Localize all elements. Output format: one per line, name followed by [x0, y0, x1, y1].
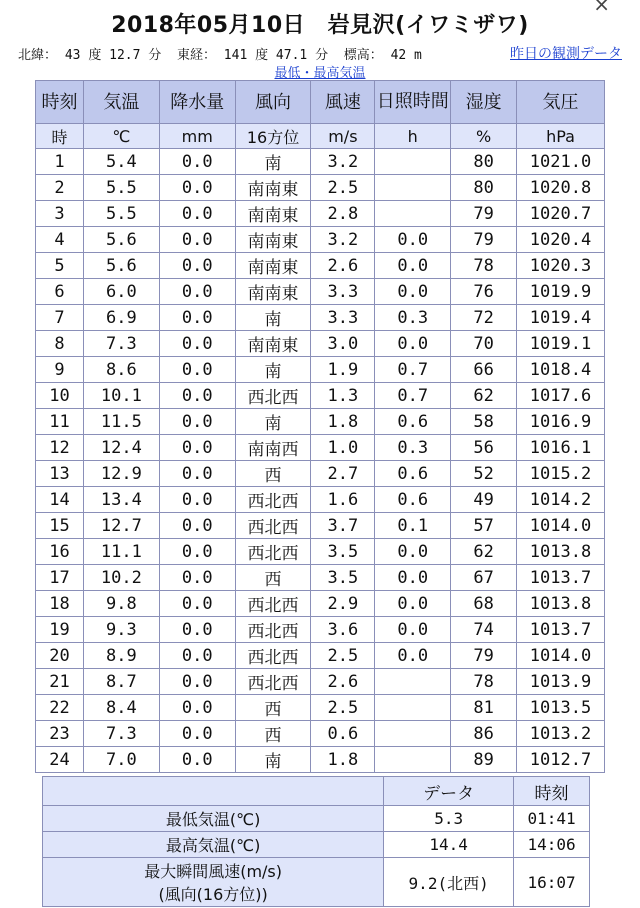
- cell-sunshine: 0.0: [375, 279, 451, 305]
- cell-precip: 0.0: [159, 643, 235, 669]
- cell-wind-dir: 南南東: [235, 331, 311, 357]
- table-row: [36, 747, 605, 773]
- unit-sunshine: h: [375, 124, 451, 149]
- cell-sunshine: 0.0: [375, 539, 451, 565]
- cell-humidity: 57: [451, 513, 517, 539]
- cell-wind-speed: 2.9: [311, 591, 375, 617]
- cell-pressure: 1020.3: [517, 253, 605, 279]
- cell-wind-speed: 3.3: [311, 305, 375, 331]
- cell-precip: 0.0: [159, 721, 235, 747]
- cell-hour: 5: [36, 253, 84, 279]
- cell-humidity: 62: [451, 539, 517, 565]
- cell-temp: 6.0: [83, 279, 159, 305]
- cell-hour: 21: [36, 669, 84, 695]
- cell-hour: 8: [36, 331, 84, 357]
- cell-sunshine: 0.7: [375, 383, 451, 409]
- cell-pressure: 1013.2: [517, 721, 605, 747]
- cell-pressure: 1019.4: [517, 305, 605, 331]
- cell-sunshine: 0.3: [375, 435, 451, 461]
- table-row: [36, 669, 605, 695]
- cell-humidity: 70: [451, 331, 517, 357]
- cell-wind-speed: 1.8: [311, 409, 375, 435]
- cell-hour: 24: [36, 747, 84, 773]
- header-pressure: 気圧: [517, 81, 605, 124]
- close-icon[interactable]: ×: [593, 0, 610, 16]
- cell-temp: 5.6: [83, 253, 159, 279]
- cell-humidity: 86: [451, 721, 517, 747]
- table-row: [36, 331, 605, 357]
- unit-wind-dir: 16方位: [235, 124, 311, 149]
- cell-sunshine: 0.0: [375, 227, 451, 253]
- header-hour: 時刻: [36, 81, 84, 124]
- cell-temp: 12.7: [83, 513, 159, 539]
- cell-precip: 0.0: [159, 305, 235, 331]
- summary-time: 16:07: [514, 858, 590, 907]
- table-row: [36, 565, 605, 591]
- cell-pressure: 1017.6: [517, 383, 605, 409]
- unit-pressure: hPa: [517, 124, 605, 149]
- cell-pressure: 1013.7: [517, 617, 605, 643]
- summary-row-max-temp: [43, 832, 590, 858]
- cell-sunshine: 0.0: [375, 253, 451, 279]
- cell-hour: 17: [36, 565, 84, 591]
- cell-wind-speed: 3.5: [311, 539, 375, 565]
- cell-pressure: 1016.9: [517, 409, 605, 435]
- cell-sunshine: 0.6: [375, 461, 451, 487]
- cell-wind-speed: 2.6: [311, 669, 375, 695]
- cell-wind-dir: 西: [235, 695, 311, 721]
- summary-row-max-gust: [43, 858, 590, 907]
- cell-sunshine: 0.3: [375, 305, 451, 331]
- cell-humidity: 58: [451, 409, 517, 435]
- cell-temp: 5.6: [83, 227, 159, 253]
- cell-temp: 8.6: [83, 357, 159, 383]
- cell-sunshine: [375, 747, 451, 773]
- cell-hour: 3: [36, 201, 84, 227]
- cell-sunshine: 0.6: [375, 487, 451, 513]
- cell-humidity: 79: [451, 227, 517, 253]
- cell-temp: 10.2: [83, 565, 159, 591]
- cell-humidity: 80: [451, 149, 517, 175]
- cell-wind-speed: 1.6: [311, 487, 375, 513]
- cell-sunshine: [375, 175, 451, 201]
- cell-humidity: 67: [451, 565, 517, 591]
- header-precip: 降水量: [159, 81, 235, 124]
- cell-wind-dir: 南南西: [235, 435, 311, 461]
- cell-pressure: 1019.1: [517, 331, 605, 357]
- table-row: [36, 175, 605, 201]
- summary-data-header: データ: [384, 777, 514, 806]
- cell-precip: 0.0: [159, 617, 235, 643]
- cell-wind-dir: 西: [235, 461, 311, 487]
- unit-row: [36, 124, 605, 149]
- cell-wind-dir: 西北西: [235, 669, 311, 695]
- cell-temp: 9.8: [83, 591, 159, 617]
- cell-wind-speed: 0.6: [311, 721, 375, 747]
- cell-humidity: 74: [451, 617, 517, 643]
- cell-hour: 16: [36, 539, 84, 565]
- cell-wind-dir: 西北西: [235, 643, 311, 669]
- cell-pressure: 1016.1: [517, 435, 605, 461]
- cell-wind-speed: 3.2: [311, 149, 375, 175]
- cell-temp: 13.4: [83, 487, 159, 513]
- cell-hour: 1: [36, 149, 84, 175]
- cell-humidity: 52: [451, 461, 517, 487]
- table-row: [36, 695, 605, 721]
- cell-wind-speed: 3.3: [311, 279, 375, 305]
- cell-precip: 0.0: [159, 591, 235, 617]
- cell-wind-speed: 2.5: [311, 175, 375, 201]
- cell-precip: 0.0: [159, 669, 235, 695]
- cell-precip: 0.0: [159, 487, 235, 513]
- unit-precip: mm: [159, 124, 235, 149]
- lon-value: 141 度 47.1 分: [223, 48, 329, 63]
- summary-blank-header: [43, 777, 384, 806]
- cell-wind-speed: 1.3: [311, 383, 375, 409]
- cell-hour: 12: [36, 435, 84, 461]
- cell-hour: 6: [36, 279, 84, 305]
- cell-precip: 0.0: [159, 279, 235, 305]
- cell-sunshine: [375, 669, 451, 695]
- header-humidity: 湿度: [451, 81, 517, 124]
- table-row: [36, 539, 605, 565]
- header-sunshine: 日照時間: [375, 81, 451, 124]
- cell-pressure: 1013.5: [517, 695, 605, 721]
- cell-pressure: 1014.0: [517, 643, 605, 669]
- cell-humidity: 89: [451, 747, 517, 773]
- cell-wind-dir: 南: [235, 747, 311, 773]
- cell-hour: 23: [36, 721, 84, 747]
- cell-pressure: 1020.7: [517, 201, 605, 227]
- cell-wind-dir: 西北西: [235, 383, 311, 409]
- cell-temp: 12.4: [83, 435, 159, 461]
- cell-wind-dir: 西北西: [235, 513, 311, 539]
- cell-pressure: 1014.0: [517, 513, 605, 539]
- cell-pressure: 1012.7: [517, 747, 605, 773]
- cell-humidity: 49: [451, 487, 517, 513]
- cell-humidity: 56: [451, 435, 517, 461]
- cell-humidity: 80: [451, 175, 517, 201]
- unit-wind-speed: m/s: [311, 124, 375, 149]
- summary-value: 9.2(北西): [384, 858, 514, 907]
- elev-value: 42 m: [390, 48, 422, 63]
- cell-temp: 11.5: [83, 409, 159, 435]
- cell-pressure: 1013.8: [517, 591, 605, 617]
- previous-day-link[interactable]: 昨日の観測データ: [510, 46, 622, 62]
- cell-wind-dir: 南: [235, 357, 311, 383]
- cell-hour: 18: [36, 591, 84, 617]
- cell-temp: 8.4: [83, 695, 159, 721]
- cell-precip: 0.0: [159, 461, 235, 487]
- cell-sunshine: [375, 149, 451, 175]
- cell-wind-dir: 南: [235, 409, 311, 435]
- cell-wind-dir: 南南東: [235, 201, 311, 227]
- cell-temp: 8.7: [83, 669, 159, 695]
- table-row: [36, 409, 605, 435]
- cell-precip: 0.0: [159, 357, 235, 383]
- cell-wind-dir: 南南東: [235, 175, 311, 201]
- cell-pressure: 1018.4: [517, 357, 605, 383]
- cell-sunshine: 0.0: [375, 331, 451, 357]
- cell-hour: 15: [36, 513, 84, 539]
- cell-wind-speed: 2.5: [311, 695, 375, 721]
- cell-wind-speed: 1.9: [311, 357, 375, 383]
- cell-wind-dir: 南南東: [235, 227, 311, 253]
- cell-hour: 2: [36, 175, 84, 201]
- cell-temp: 7.3: [83, 721, 159, 747]
- cell-wind-speed: 3.0: [311, 331, 375, 357]
- summary-label-line1: 最大瞬間風速(m/s): [144, 862, 283, 881]
- cell-precip: 0.0: [159, 435, 235, 461]
- header-wind-dir: 風向: [235, 81, 311, 124]
- cell-precip: 0.0: [159, 175, 235, 201]
- summary-header-row: [43, 777, 590, 806]
- cell-temp: 7.0: [83, 747, 159, 773]
- cell-precip: 0.0: [159, 331, 235, 357]
- cell-pressure: 1021.0: [517, 149, 605, 175]
- summary-label: [43, 858, 384, 907]
- summary-value: 14.4: [384, 832, 514, 858]
- cell-humidity: 79: [451, 643, 517, 669]
- cell-pressure: 1015.2: [517, 461, 605, 487]
- page-title: 2018年05月10日 岩見沢(イワミザワ): [111, 13, 529, 38]
- cell-sunshine: 0.0: [375, 617, 451, 643]
- cell-humidity: 76: [451, 279, 517, 305]
- lat-label: 北緯：: [18, 48, 58, 63]
- cell-wind-dir: 南南東: [235, 279, 311, 305]
- table-row: [36, 357, 605, 383]
- cell-temp: 10.1: [83, 383, 159, 409]
- cell-hour: 13: [36, 461, 84, 487]
- table-row: [36, 643, 605, 669]
- summary-label: 最低気温(℃): [43, 806, 384, 832]
- cell-wind-dir: 西: [235, 721, 311, 747]
- elev-label: 標高：: [343, 48, 383, 63]
- table-row: [36, 487, 605, 513]
- cell-precip: 0.0: [159, 747, 235, 773]
- cell-sunshine: [375, 721, 451, 747]
- summary-label-line2: (風向(16方位)): [158, 885, 268, 904]
- cell-pressure: 1013.8: [517, 539, 605, 565]
- cell-sunshine: 0.6: [375, 409, 451, 435]
- table-row: [36, 305, 605, 331]
- cell-wind-dir: 西北西: [235, 487, 311, 513]
- cell-pressure: 1013.7: [517, 565, 605, 591]
- cell-hour: 10: [36, 383, 84, 409]
- cell-temp: 12.9: [83, 461, 159, 487]
- cell-wind-dir: 西北西: [235, 591, 311, 617]
- table-row: [36, 617, 605, 643]
- cell-precip: 0.0: [159, 149, 235, 175]
- cell-hour: 9: [36, 357, 84, 383]
- table-row: [36, 149, 605, 175]
- cell-precip: 0.0: [159, 513, 235, 539]
- cell-precip: 0.0: [159, 383, 235, 409]
- cell-humidity: 81: [451, 695, 517, 721]
- cell-precip: 0.0: [159, 409, 235, 435]
- cell-humidity: 66: [451, 357, 517, 383]
- cell-wind-speed: 1.8: [311, 747, 375, 773]
- summary-time-header: 時刻: [514, 777, 590, 806]
- table-row: [36, 435, 605, 461]
- table-row: [36, 721, 605, 747]
- lat-value: 43 度 12.7 分: [64, 48, 162, 63]
- unit-temp: ℃: [83, 124, 159, 149]
- table-row: [36, 383, 605, 409]
- cell-hour: 22: [36, 695, 84, 721]
- summary-time: 14:06: [514, 832, 590, 858]
- cell-sunshine: 0.0: [375, 565, 451, 591]
- cell-wind-dir: 南: [235, 149, 311, 175]
- cell-wind-speed: 3.6: [311, 617, 375, 643]
- cell-hour: 19: [36, 617, 84, 643]
- summary-label: 最高気温(℃): [43, 832, 384, 858]
- cell-pressure: 1013.9: [517, 669, 605, 695]
- cell-wind-speed: 2.6: [311, 253, 375, 279]
- cell-humidity: 78: [451, 253, 517, 279]
- daily-summary-table: [42, 776, 590, 907]
- cell-humidity: 78: [451, 669, 517, 695]
- cell-temp: 11.1: [83, 539, 159, 565]
- cell-wind-dir: 西北西: [235, 617, 311, 643]
- table-row: [36, 227, 605, 253]
- cell-wind-speed: 2.5: [311, 643, 375, 669]
- cell-humidity: 79: [451, 201, 517, 227]
- cell-temp: 5.5: [83, 175, 159, 201]
- table-row: [36, 591, 605, 617]
- cell-wind-dir: 西: [235, 565, 311, 591]
- cell-hour: 7: [36, 305, 84, 331]
- cell-pressure: 1019.9: [517, 279, 605, 305]
- cell-wind-dir: 南: [235, 305, 311, 331]
- cell-sunshine: 0.7: [375, 357, 451, 383]
- table-row: [36, 513, 605, 539]
- cell-precip: 0.0: [159, 201, 235, 227]
- cell-sunshine: 0.1: [375, 513, 451, 539]
- table-row: [36, 201, 605, 227]
- cell-precip: 0.0: [159, 539, 235, 565]
- table-row: [36, 461, 605, 487]
- cell-wind-speed: 3.7: [311, 513, 375, 539]
- header-row: [36, 81, 605, 124]
- cell-wind-speed: 2.7: [311, 461, 375, 487]
- cell-humidity: 72: [451, 305, 517, 331]
- cell-temp: 8.9: [83, 643, 159, 669]
- cell-wind-speed: 1.0: [311, 435, 375, 461]
- cell-pressure: 1020.4: [517, 227, 605, 253]
- cell-temp: 6.9: [83, 305, 159, 331]
- cell-temp: 5.4: [83, 149, 159, 175]
- cell-wind-dir: 南南東: [235, 253, 311, 279]
- cell-hour: 20: [36, 643, 84, 669]
- unit-hour: 時: [36, 124, 84, 149]
- cell-wind-dir: 西北西: [235, 539, 311, 565]
- table-row: [36, 253, 605, 279]
- cell-wind-speed: 3.2: [311, 227, 375, 253]
- cell-sunshine: 0.0: [375, 591, 451, 617]
- cell-sunshine: 0.0: [375, 643, 451, 669]
- summary-value: 5.3: [384, 806, 514, 832]
- cell-temp: 9.3: [83, 617, 159, 643]
- hourly-observation-table: [35, 80, 605, 773]
- table-row: [36, 279, 605, 305]
- cell-precip: 0.0: [159, 227, 235, 253]
- cell-sunshine: [375, 201, 451, 227]
- cell-wind-speed: 2.8: [311, 201, 375, 227]
- cell-humidity: 62: [451, 383, 517, 409]
- cell-wind-speed: 3.5: [311, 565, 375, 591]
- lon-label: 東経：: [176, 48, 216, 63]
- station-meta: [18, 44, 422, 63]
- cell-pressure: 1014.2: [517, 487, 605, 513]
- header-wind-speed: 風速: [311, 81, 375, 124]
- summary-time: 01:41: [514, 806, 590, 832]
- summary-row-min-temp: [43, 806, 590, 832]
- cell-hour: 11: [36, 409, 84, 435]
- cell-precip: 0.0: [159, 695, 235, 721]
- cell-precip: 0.0: [159, 253, 235, 279]
- cell-hour: 14: [36, 487, 84, 513]
- cell-humidity: 68: [451, 591, 517, 617]
- cell-pressure: 1020.8: [517, 175, 605, 201]
- header-temp: 気温: [83, 81, 159, 124]
- cell-temp: 5.5: [83, 201, 159, 227]
- cell-precip: 0.0: [159, 565, 235, 591]
- min-max-temp-link[interactable]: 最低・最高気温: [274, 66, 366, 81]
- unit-humidity: %: [451, 124, 517, 149]
- cell-temp: 7.3: [83, 331, 159, 357]
- cell-sunshine: [375, 695, 451, 721]
- cell-hour: 4: [36, 227, 84, 253]
